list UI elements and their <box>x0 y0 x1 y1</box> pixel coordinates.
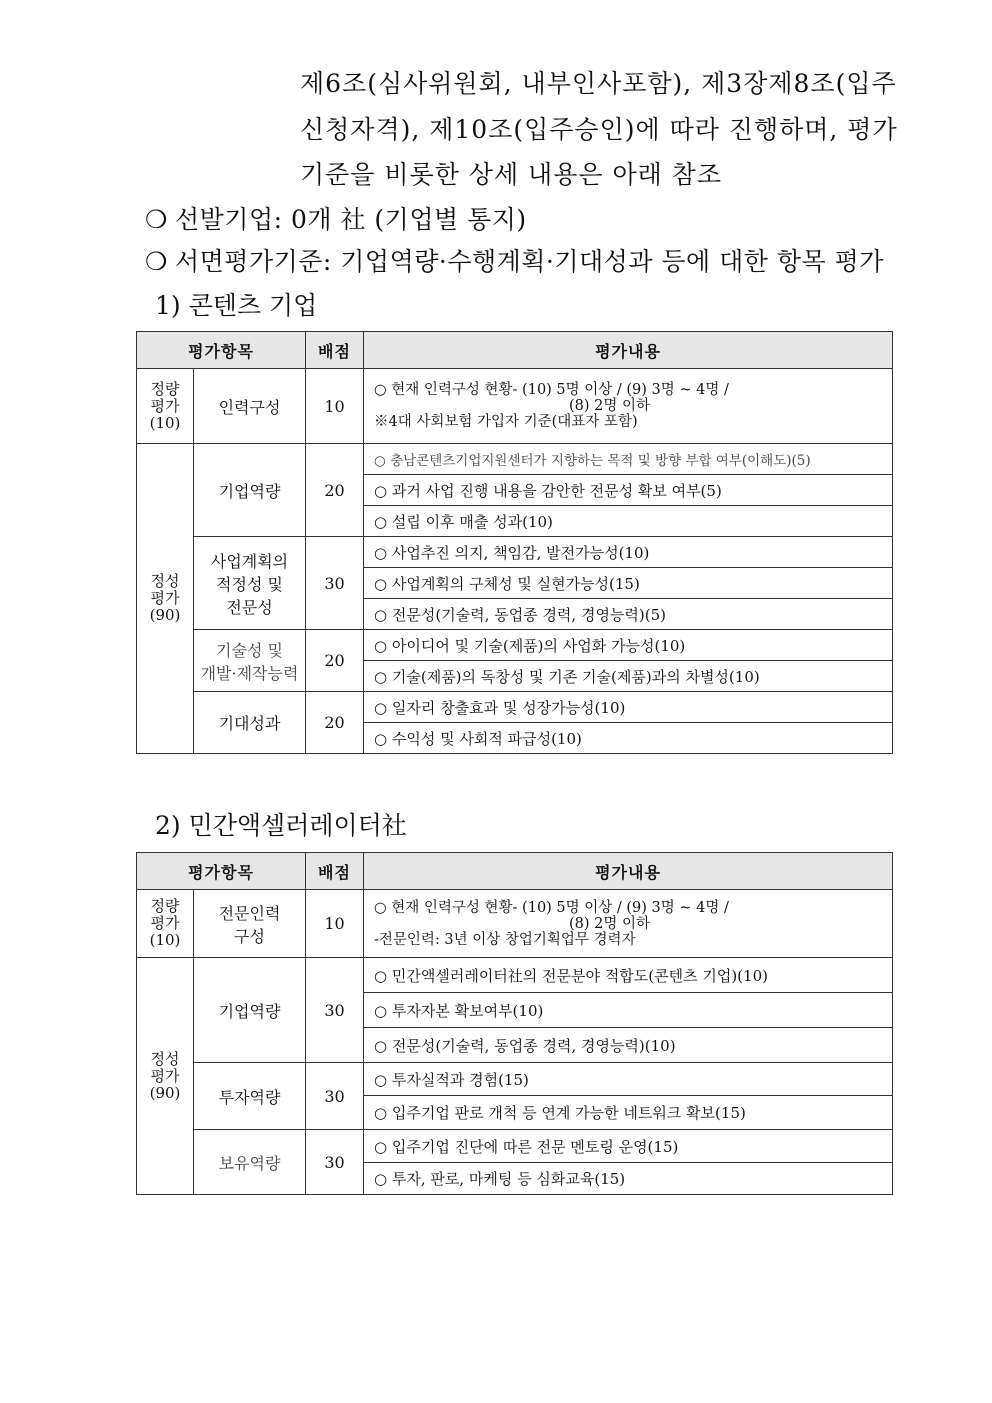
score: 20 <box>306 692 364 754</box>
category-qualitative: 정성 평가 (90) <box>137 958 194 1195</box>
circle-bullet-icon: ❍ <box>145 247 168 276</box>
evaluation-item: ○ 사업추진 의지, 책임감, 발전가능성(10) <box>364 537 893 568</box>
evaluation-item: ○ 전문성(기술력, 동업종 경력, 경영능력)(10) <box>364 1028 893 1063</box>
evaluation-item: ○ 아이디어 및 기술(제품)의 사업화 가능성(10) <box>364 630 893 661</box>
evaluation-item: ○ 설립 이후 매출 성과(10) <box>364 506 893 537</box>
category-quantitative: 정량 평가 (10) <box>137 890 194 958</box>
evaluation-item: ○ 일자리 창출효과 및 성장가능성(10) <box>364 692 893 723</box>
subcategory: 기대성과 <box>194 692 306 754</box>
header-item: 평가항목 <box>137 332 306 369</box>
header-content: 평가내용 <box>364 332 893 369</box>
subcategory: 전문인력 구성 <box>194 890 306 958</box>
intro-line: 기준을 비롯한 상세 내용은 아래 참조 <box>300 160 722 189</box>
subcategory: 투자역량 <box>194 1063 306 1130</box>
evaluation-item: ○ 투자자본 확보여부(10) <box>364 993 893 1028</box>
header-item: 평가항목 <box>137 853 306 890</box>
evaluation-item: ○ 민간액셀러레이터社의 전문분야 적합도(콘텐츠 기업)(10) <box>364 958 893 993</box>
header-score: 배점 <box>306 332 364 369</box>
score: 10 <box>306 890 364 958</box>
bullet-text: 선발기업: 0개 社 (기업별 통지) <box>175 205 527 234</box>
evaluation-item: ○ 과거 사업 진행 내용을 감안한 전문성 확보 여부(5) <box>364 475 893 506</box>
score: 30 <box>306 1130 364 1195</box>
section-title-content-company: 1) 콘텐츠 기업 <box>155 291 318 320</box>
intro-line: 신청자격), 제10조(입주승인)에 따라 진행하며, 평가 <box>300 115 898 144</box>
evaluation-table-content-company <box>136 331 893 754</box>
evaluation-item: ○ 사업계획의 구체성 및 실현가능성(15) <box>364 568 893 599</box>
score: 10 <box>306 369 364 444</box>
score: 20 <box>306 630 364 692</box>
evaluation-item: ○ 기술(제품)의 독창성 및 기존 기술(제품)과의 차별성(10) <box>364 661 893 692</box>
score: 30 <box>306 1063 364 1130</box>
intro-line: 제6조(심사위원회, 내부인사포함), 제3장제8조(입주 <box>300 69 897 98</box>
score: 30 <box>306 958 364 1063</box>
score: 30 <box>306 537 364 630</box>
evaluation-table-accelerator <box>136 852 893 1195</box>
header-score: 배점 <box>306 853 364 890</box>
bullet-selected-companies <box>145 200 527 236</box>
evaluation-item: ○ 입주기업 진단에 따른 전문 멘토링 운영(15) <box>364 1130 893 1163</box>
evaluation-item: ○ 투자실적과 경험(15) <box>364 1063 893 1096</box>
category-qualitative: 정성 평가 (90) <box>137 444 194 754</box>
subcategory: 보유역량 <box>194 1130 306 1195</box>
evaluation-item: ○ 투자, 판로, 마케팅 등 심화교육(15) <box>364 1163 893 1195</box>
evaluation-item: ○ 충남콘텐츠기업지원센터가 지향하는 목적 및 방향 부합 여부(이해도)(5) <box>364 444 893 475</box>
evaluation-item: ○ 전문성(기술력, 동업종 경력, 경영능력)(5) <box>364 599 893 630</box>
circle-bullet-icon: ❍ <box>145 205 168 234</box>
bullet-evaluation-criteria <box>145 242 884 278</box>
subcategory: 기업역량 <box>194 958 306 1063</box>
header-content: 평가내용 <box>364 853 893 890</box>
evaluation-content: ○ 현재 인력구성 현황- (10) 5명 이상 / (9) 3명 ~ 4명 / (8) 2명 이하 -전문인력: 3년 이상 창업기획업무 경력자 <box>364 890 893 958</box>
section-title-accelerator: 2) 민간액셀러레이터社 <box>155 811 407 840</box>
evaluation-item: ○ 수익성 및 사회적 파급성(10) <box>364 723 893 754</box>
score: 20 <box>306 444 364 537</box>
subcategory: 기술성 및 개발·제작능력 <box>194 630 306 692</box>
category-quantitative: 정량 평가 (10) <box>137 369 194 444</box>
evaluation-item: ○ 입주기업 판로 개척 등 연계 가능한 네트워크 확보(15) <box>364 1096 893 1130</box>
subcategory: 사업계획의 적정성 및 전문성 <box>194 537 306 630</box>
subcategory: 인력구성 <box>194 369 306 444</box>
bullet-text: 서면평가기준: 기업역량·수행계획·기대성과 등에 대한 항목 평가 <box>175 247 884 276</box>
subcategory: 기업역량 <box>194 444 306 537</box>
evaluation-content: ○ 현재 인력구성 현황- (10) 5명 이상 / (9) 3명 ~ 4명 / (8) 2명 이하 ※4대 사회보험 가입자 기준(대표자 포함) <box>364 369 893 444</box>
